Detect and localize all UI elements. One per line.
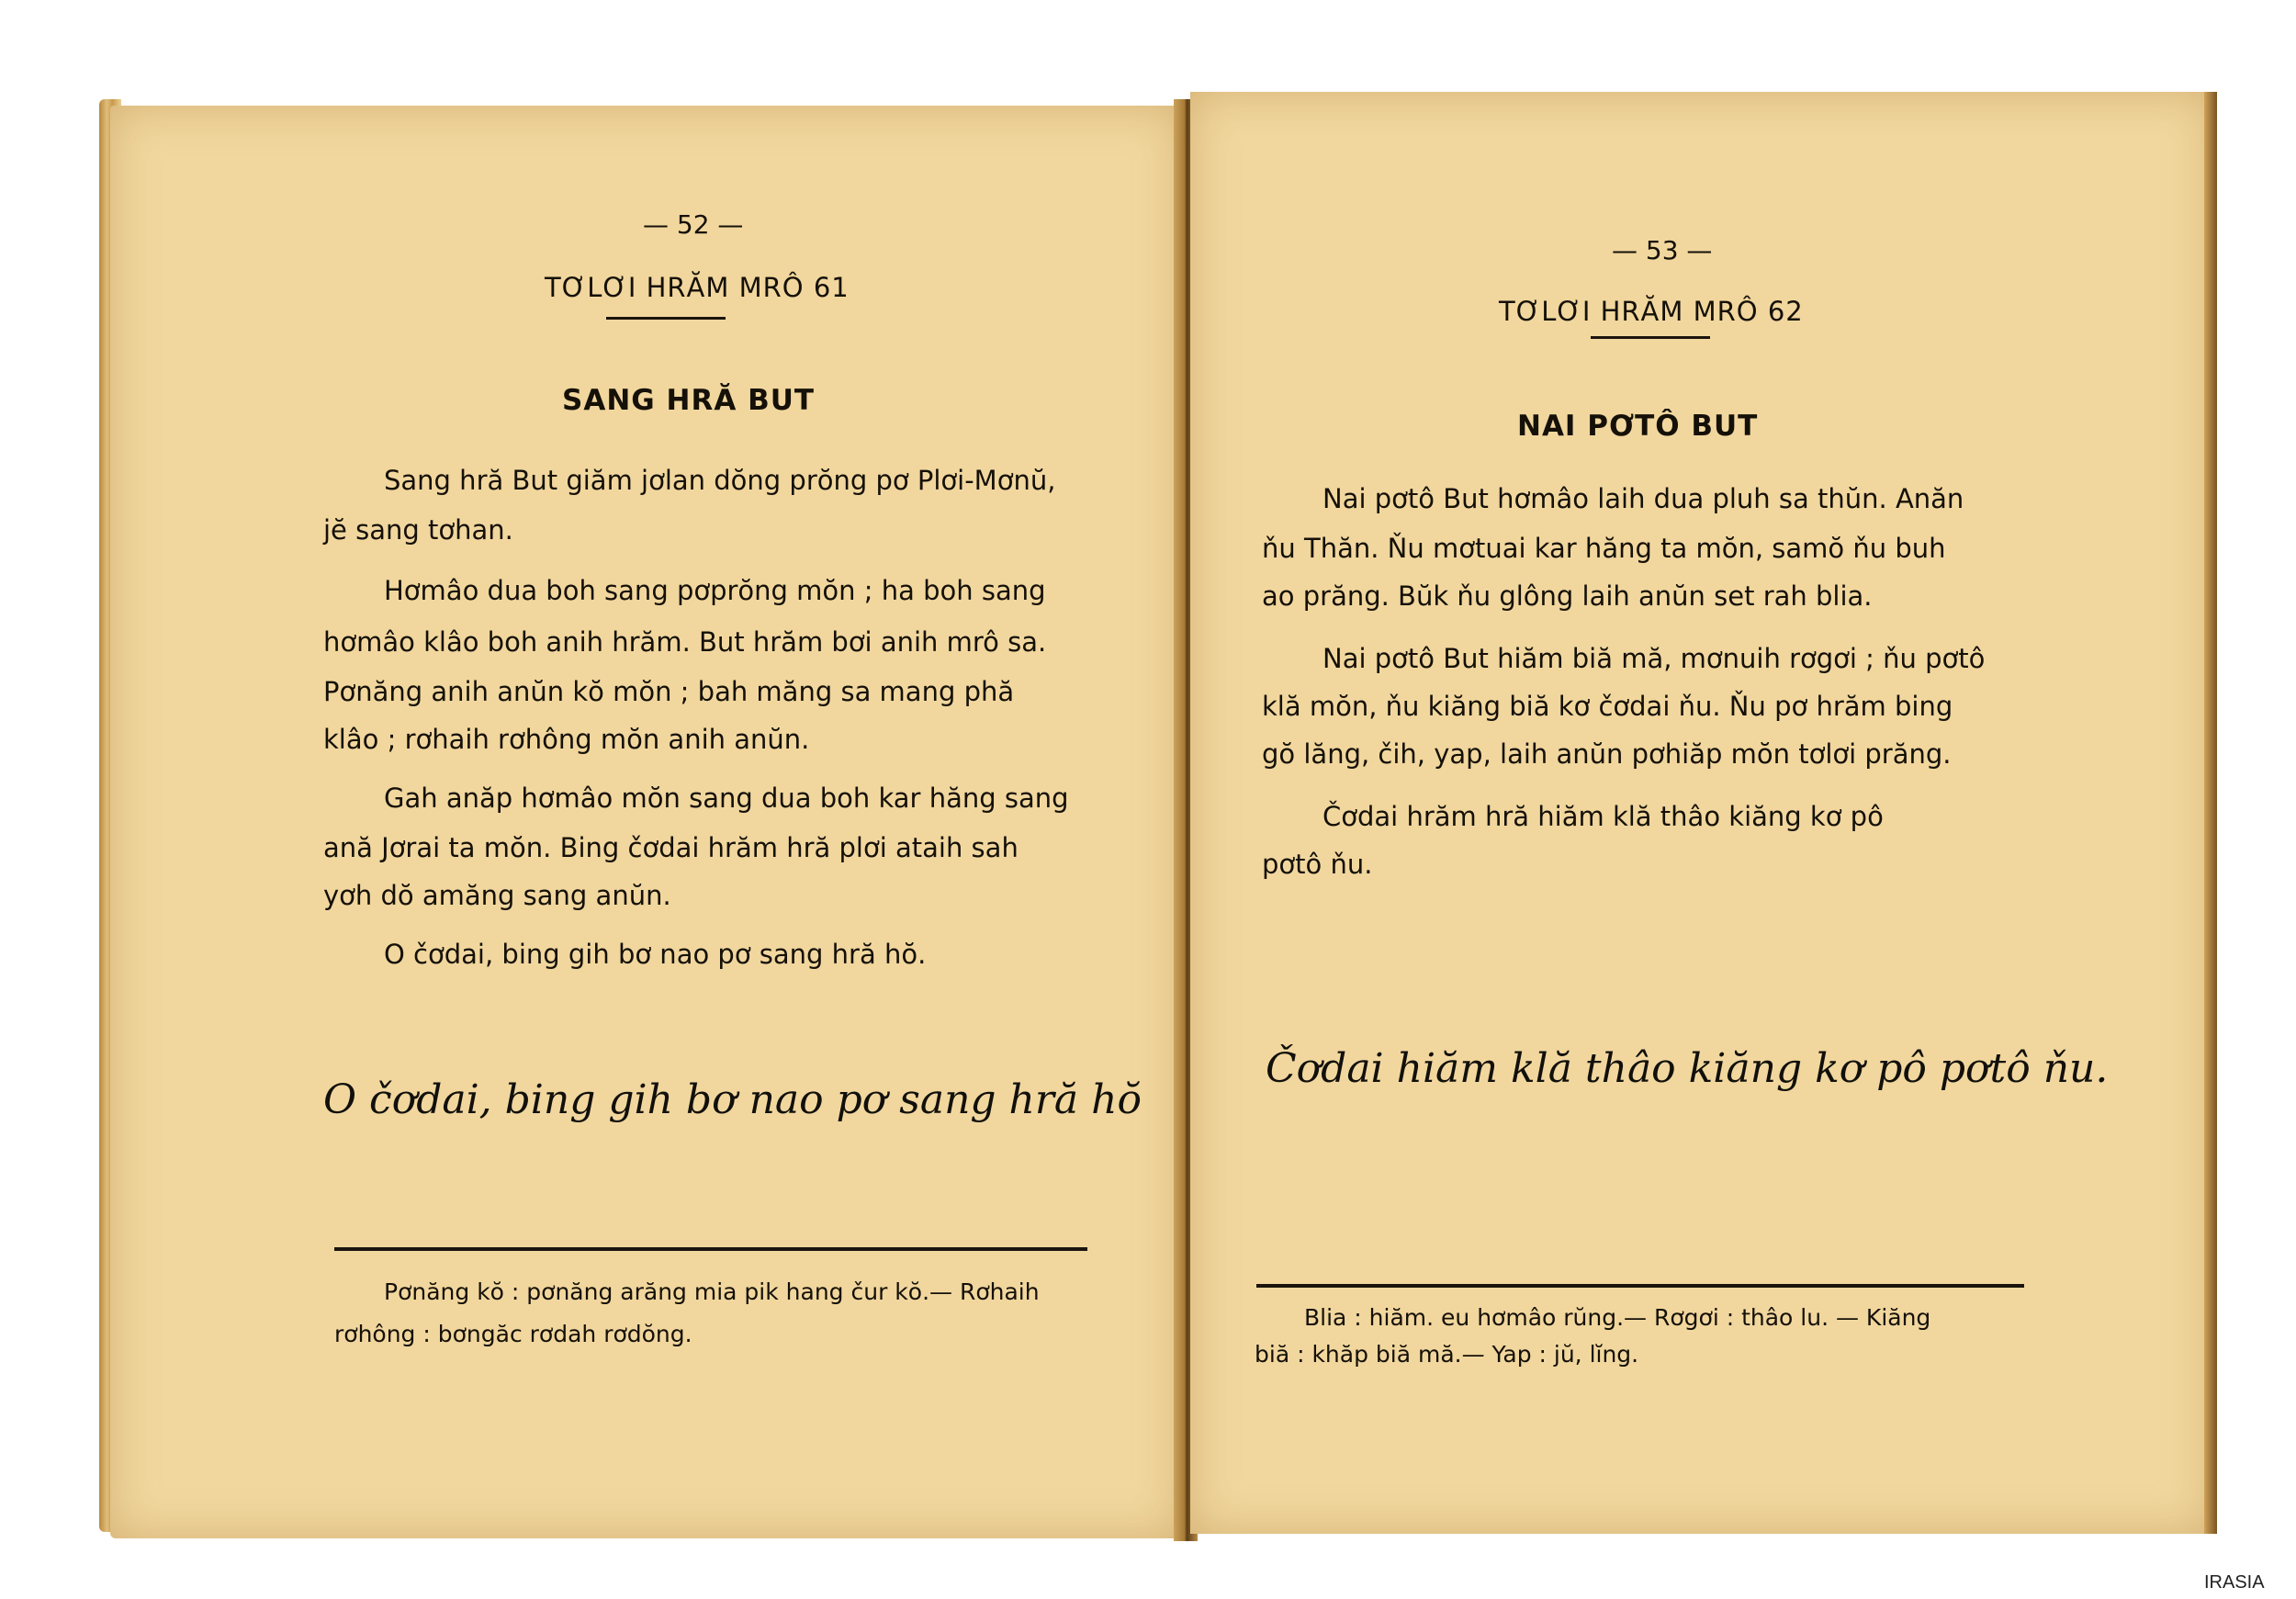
irasia-watermark: IRASIA xyxy=(2204,1572,2265,1593)
right-paragraph-line: gŏ lăng, čih, yap, laih anŭn pơhiăp mŏn tơlơi prăng. xyxy=(1262,738,1952,770)
right-paragraph-line: Nai pơtô But hơmâo laih dua pluh sa thŭn. Anăn xyxy=(1322,483,1964,514)
left-lesson-title: SANG HRĂ BUT xyxy=(562,384,816,417)
left-lesson-heading: TƠLƠI HRĂM MRÔ 61 xyxy=(545,272,850,303)
left-paragraph-line: Pơnăng anih anŭn kŏ mŏn ; bah măng sa mang phă xyxy=(323,676,1015,707)
left-paragraph-line: hơmâo klâo boh anih hrăm. But hrăm bơi anih mrô sa. xyxy=(323,626,1047,658)
right-lesson-heading: TƠLƠI HRĂM MRÔ 62 xyxy=(1499,296,1804,327)
right-handwriting-line: Čơdai hiăm klă thâo kiăng kơ pô pơtô ňu. xyxy=(1266,1045,2109,1092)
left-footnote-line: Pơnăng kŏ : pơnăng arăng mia pik hang čur kŏ.— Rơhaih xyxy=(384,1278,1040,1305)
right-paragraph-line: pơtô ňu. xyxy=(1262,849,1373,880)
left-paragraph-line: Hơmâo dua boh sang pơprŏng mŏn ; ha boh sang xyxy=(384,575,1046,606)
right-page-number: — 53 — xyxy=(1612,235,1713,265)
right-heading-rule xyxy=(1591,336,1710,339)
right-paragraph-line: klă mŏn, ňu kiăng biă kơ čơdai ňu. Ňu pơ hrăm bing xyxy=(1262,691,1953,722)
left-handwriting-line: O čơdai, bing gih bơ nao pơ sang hră hŏ xyxy=(323,1076,1142,1123)
left-footnote-line: rơhông : bơngăc rơdah rơdŏng. xyxy=(334,1321,692,1347)
left-paragraph-line: Sang hră But giăm jơlan dŏng prŏng pơ Plơi-Mơnŭ, xyxy=(384,465,1056,496)
right-footnote-line: Blia : hiăm. eu hơmâo rŭng.— Rơgơi : thâo lu. — Kiăng xyxy=(1304,1304,1931,1331)
left-footnote-rule xyxy=(334,1247,1087,1251)
right-paragraph-line: ao prăng. Bŭk ňu glông laih anŭn set rah blia. xyxy=(1262,580,1873,612)
left-paragraph-line: Gah anăp hơmâo mŏn sang dua boh kar hăng sang xyxy=(384,783,1069,814)
right-footnote-line: biă : khăp biă mă.— Yap : jŭ, lĭng. xyxy=(1255,1341,1639,1368)
right-lesson-title: NAI PƠTÔ BUT xyxy=(1517,410,1759,443)
left-page-number: — 52 — xyxy=(643,209,744,240)
right-page-edge xyxy=(2204,92,2217,1534)
right-footnote-rule xyxy=(1256,1284,2024,1288)
right-paragraph-line: Čơdai hrăm hră hiăm klă thâo kiăng kơ pô xyxy=(1322,801,1884,832)
right-paragraph-line: ňu Thăn. Ňu mơtuai kar hăng ta mŏn, samŏ ňu buh xyxy=(1262,533,1946,564)
left-paragraph-line: O čơdai, bing gih bơ nao pơ sang hră hŏ. xyxy=(384,939,927,970)
right-paragraph-line: Nai pơtô But hiăm biă mă, mơnuih rơgơi ; ňu pơtô xyxy=(1322,643,1986,674)
left-paragraph-line: ană Jơrai ta mŏn. Bing čơdai hrăm hră plơi ataih sah xyxy=(323,832,1019,863)
left-heading-rule xyxy=(606,317,726,320)
left-paragraph-line: jĕ sang tơhan. xyxy=(323,514,513,546)
left-paragraph-line: klâo ; rơhaih rơhông mŏn anih anŭn. xyxy=(323,724,810,755)
left-paragraph-line: yơh dŏ amăng sang anŭn. xyxy=(323,880,671,911)
